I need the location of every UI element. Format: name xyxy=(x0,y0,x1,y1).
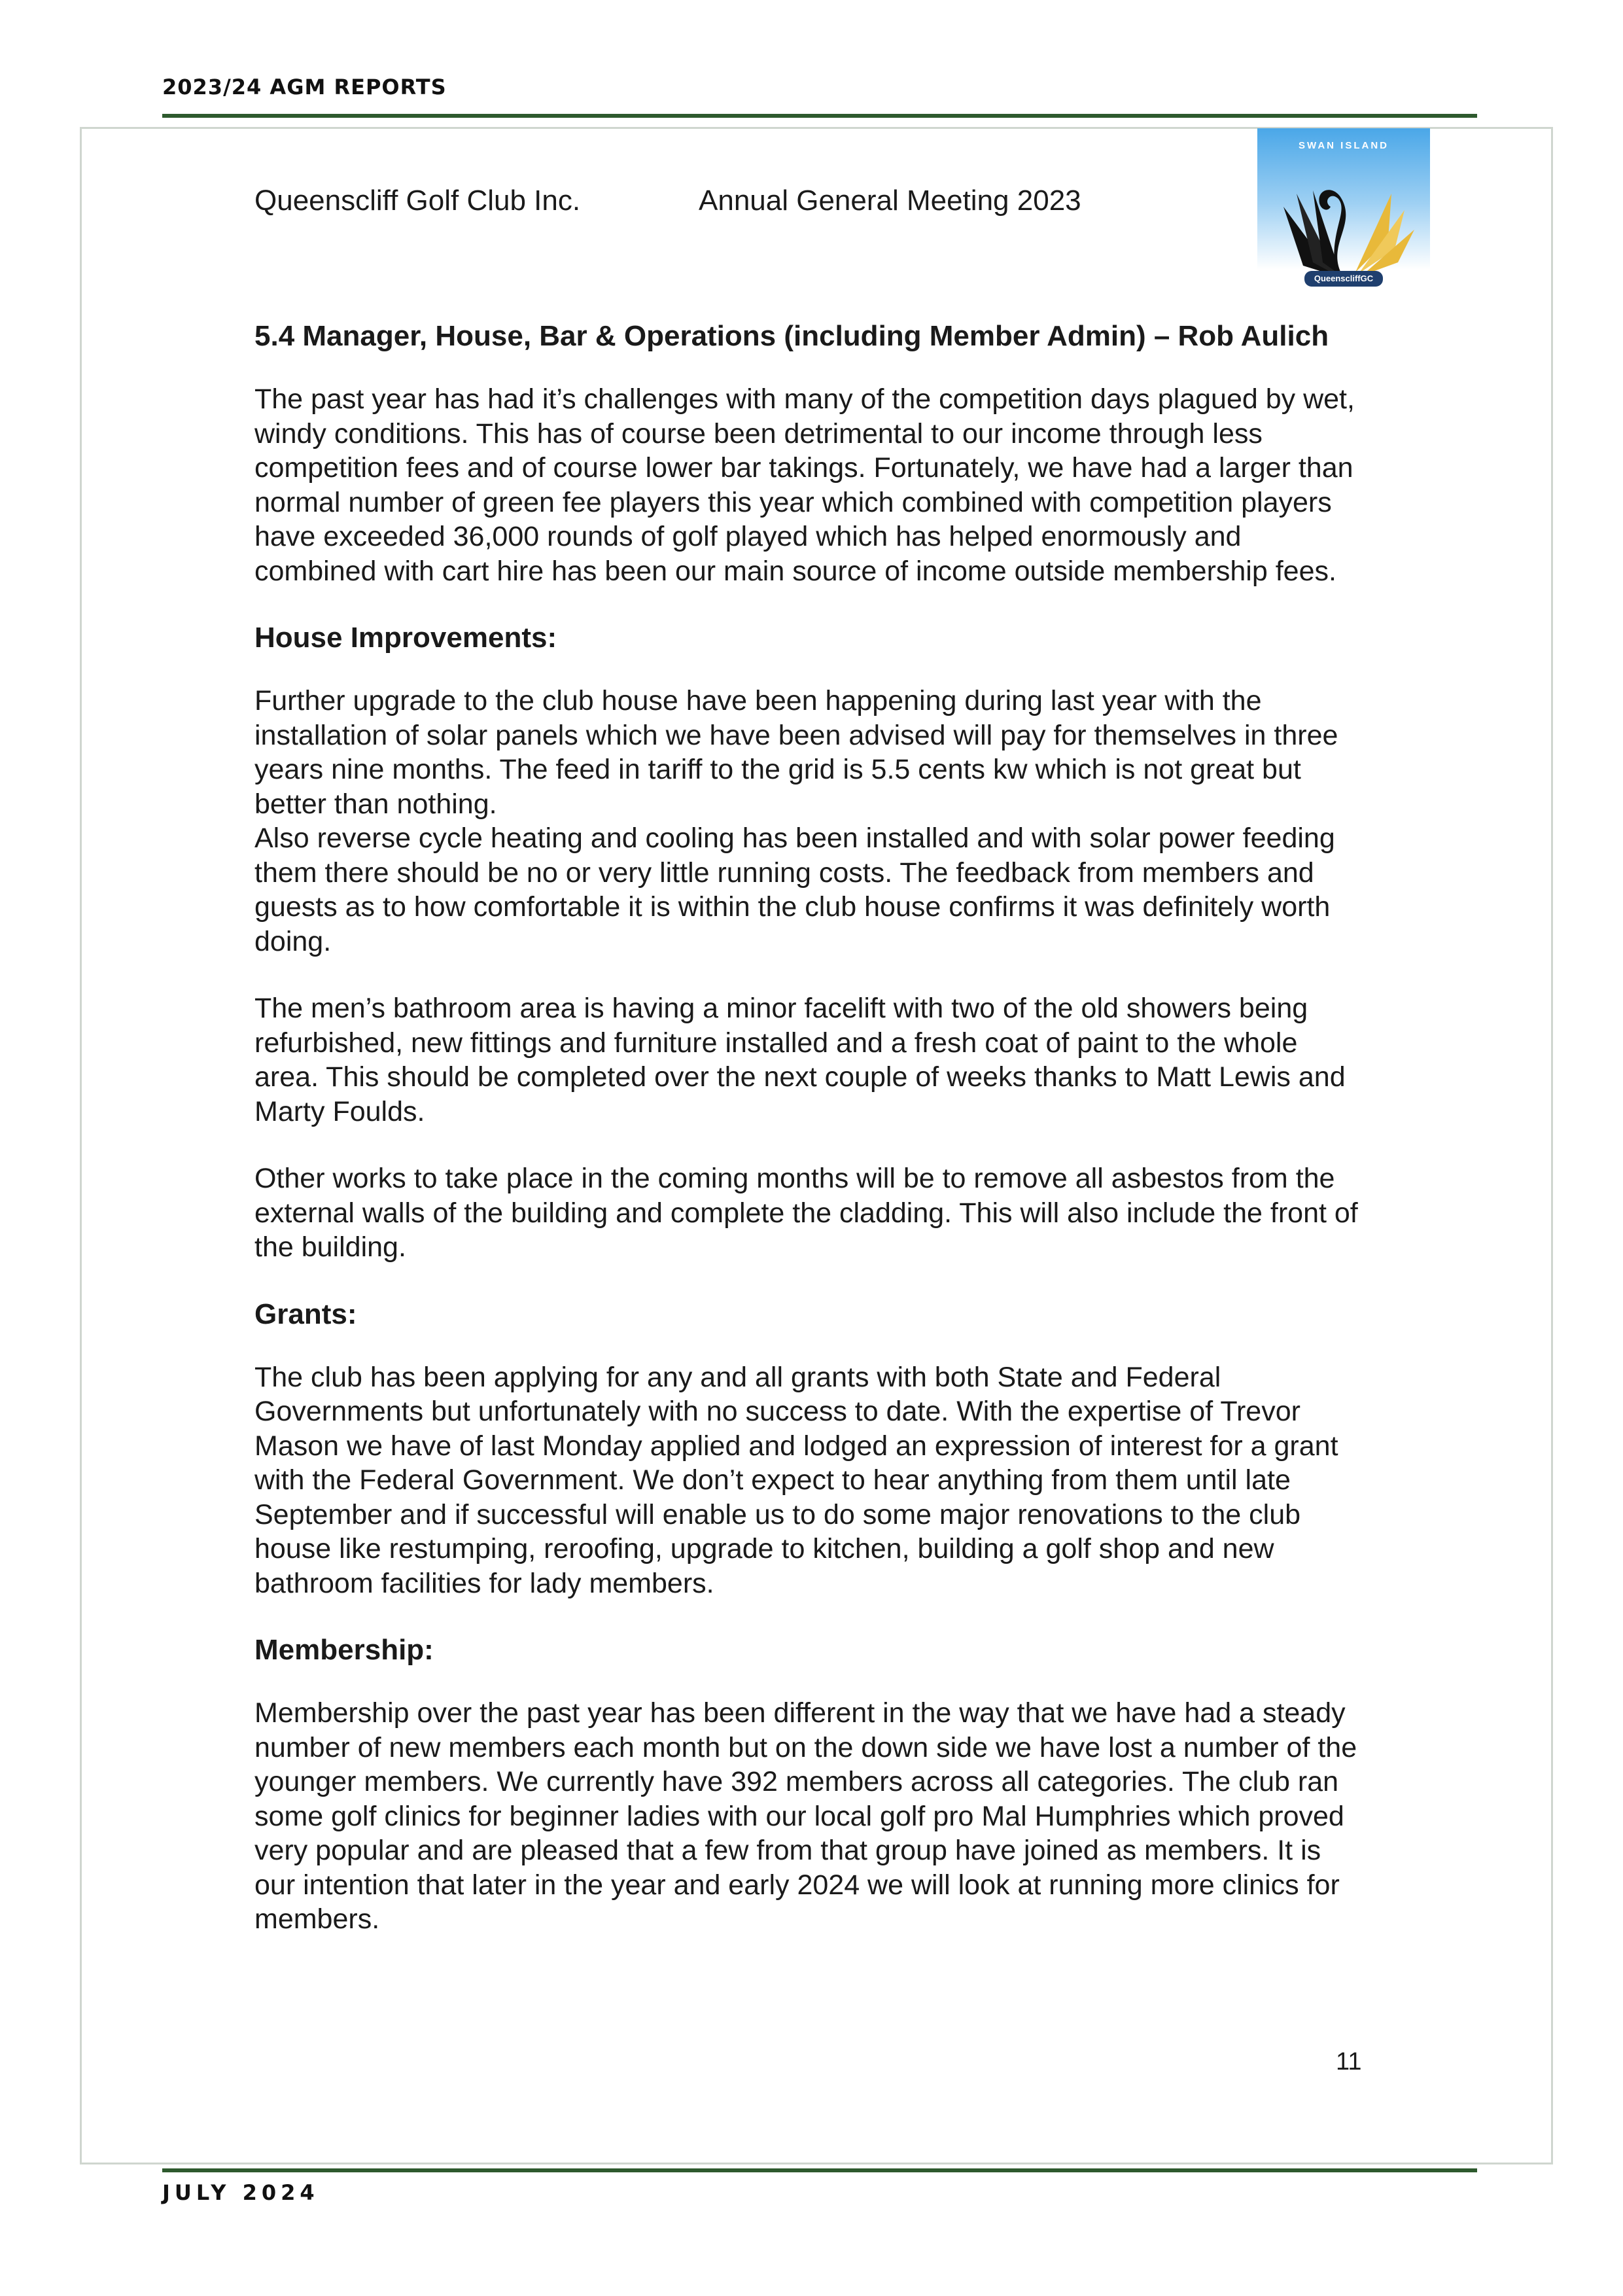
grants-paragraph: The club has been applying for any and all grants with both State and Federal Governments but unfortunately with no success to date. With the expertise of Trevor Mason we have of last Monday applied and lodged an expression of interest for a grant with the Federal Government. We don’t expect to hear anything from them until late September and if successful will enable us to do some major renovations to the club house like restumping, reroofing, upgrade to kitchen, building a golf shop and new bathroom facilities for lady members. xyxy=(254,1361,1338,1599)
membership-heading: Membership: xyxy=(254,1634,434,1666)
house-improvements-paragraph-2: Also reverse cycle heating and cooling has been installed and with solar power feeding them there should be no or very little running costs. The feedback from members and guests as to how comfortable it is within the club house confirms it was definitely worth doing. xyxy=(254,822,1335,957)
running-header: 2023/24 AGM REPORTS xyxy=(162,75,447,99)
grants-heading: Grants: xyxy=(254,1298,357,1330)
intro-paragraph: The past year has had it’s challenges with many of the competition days plagued by wet, windy conditions. This has of course been detrimental to our income through less competition fees and of course lower bar takings. Fortunately, we have had a larger than normal number of green fee players this year which combined with competition players have exceeded 36,000 rounds of golf played which has helped enormously and combined with cart hire has been our main source of income outside membership fees. xyxy=(254,383,1355,587)
page-number: 11 xyxy=(1336,2048,1362,2075)
running-footer: JULY 2024 xyxy=(162,2180,319,2205)
document-meeting-title: Annual General Meeting 2023 xyxy=(699,185,1081,217)
house-improvements-paragraph-4: Other works to take place in the coming months will be to remove all asbestos from the external walls of the building and complete the cladding. This will also include the front of the building. xyxy=(254,1163,1358,1263)
membership-paragraph: Membership over the past year has been different in the way that we have had a steady number of new members each month but on the down side we have lost a number of the younger members. We currently have 392 members across all categories. The club ran some golf clinics for beginner ladies with our local golf pro Mal Humphries which proved very popular and are pleased that a few from that group have joined as members. It is our intention that later in the year and early 2024 we will look at running more clinics for members. xyxy=(254,1697,1357,1935)
report-content xyxy=(254,319,1367,1969)
header-rule xyxy=(162,114,1477,118)
house-improvements-heading: House Improvements: xyxy=(254,622,557,654)
swan-logo-graphic xyxy=(1257,128,1430,294)
logo-top-text: SWAN ISLAND xyxy=(1299,140,1389,151)
logo-badge-text: QueenscliffGC xyxy=(1314,274,1374,283)
club-logo xyxy=(1257,128,1430,294)
house-improvements-paragraph-1: Further upgrade to the club house have been happening during last year with the installation of solar panels which we have been advised will pay for themselves in three years nine months. The feed in tariff to the grid is 5.5 cents kw which is not great but better than nothing. xyxy=(254,685,1338,820)
section-title: 5.4 Manager, House, Bar & Operations (including Member Admin) – Rob Aulich xyxy=(254,320,1329,352)
document-organisation: Queenscliff Golf Club Inc. xyxy=(254,185,581,217)
house-improvements-paragraph-3: The men’s bathroom area is having a minor facelift with two of the old showers being refurbished, new fittings and furniture installed and a fresh coat of paint to the whole area. This should be completed over the next couple of weeks thanks to Matt Lewis and Marty Foulds. xyxy=(254,993,1346,1127)
footer-rule xyxy=(162,2168,1477,2172)
